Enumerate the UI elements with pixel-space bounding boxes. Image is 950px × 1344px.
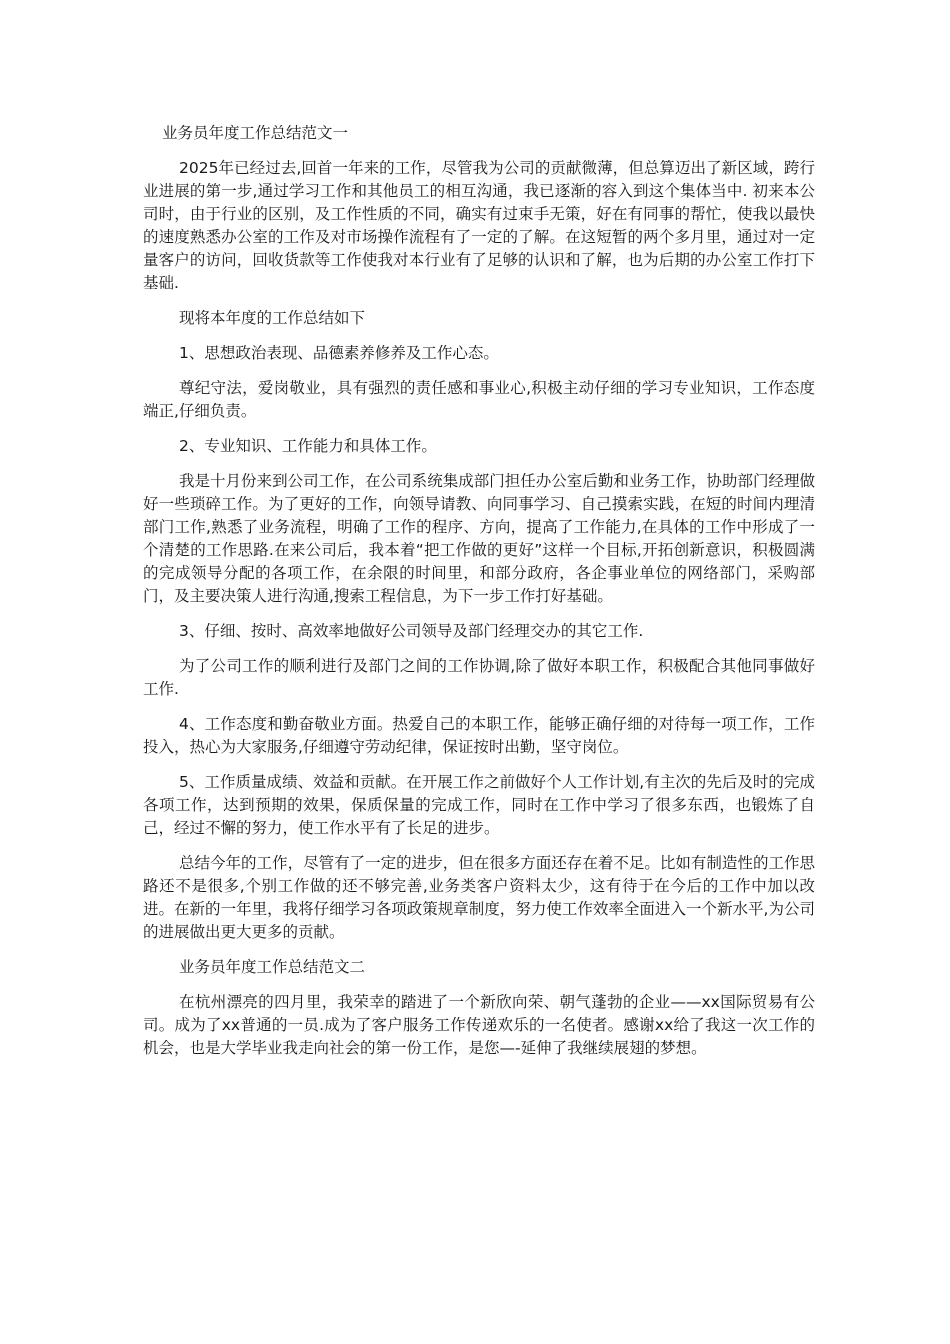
paragraph-item-2-body: 我是十月份来到公司工作，在公司系统集成部门担任办公室后勤和业务工作，协助部门经理做好一些琐碎工作。为了更好的工作，向领导请教、向同事学习、自己摸索实践，在短的时间内理清部门工作,熟悉了业务流程，明确了工作的程序、方向，提高了工作能力,在具体的工作中形成了一个清楚的工作思路.在来公司后，我本着“把工作做的更好”这样一个目标,开拓创新意识，积极圆满的完成领导分配的各项工作，在余限的时间里，和部分政府，各企事业单位的网络部门，采购部门，及主要决策人进行沟通,搜索工程信息，为下一步工作打好基础。 xyxy=(143,472,815,605)
section-title-2: 业务员年度工作总结范文二 xyxy=(179,958,366,976)
document-body xyxy=(143,122,815,1072)
paragraph-intro: 2025年已经过去,回首一年来的工作，尽管我为公司的贡献微薄，但总算迈出了新区域，跨行业进展的第一步,通过学习工作和其他员工的相互沟通，我已逐渐的容入到这个集体当中. 初来本公司时，由于行业的区别，及工作性质的不同，确实有过束手无策，好在有同事的帮忙，使我以最快的速度熟悉办公室的工作及对市场操作流程有了一定的了解。在这短暂的两个多月里，通过对一定量客户的访问，回收货款等工作使我对本行业有了足够的认识和了解，也为后期的办公室工作打下基础. xyxy=(143,159,815,292)
paragraph-item-1-body: 尊纪守法，爱岗敬业，具有强烈的责任感和事业心,积极主动仔细的学习专业知识，工作态度端正,仔细负责。 xyxy=(143,379,815,420)
paragraph-second-intro: 在杭州漂亮的四月里，我荣幸的踏进了一个新欣向荣、朝气蓬勃的企业——xx国际贸易有公司。成为了xx普通的一员.成为了客户服务工作传递欢乐的一名使者。感谢xx给了我这一次工作的机会，也是大学毕业我走向社会的第一份工作，是您—-延伸了我继续展翅的梦想。 xyxy=(143,993,815,1057)
paragraph-item-4: 4、工作态度和勤奋敬业方面。热爱自己的本职工作，能够正确仔细的对待每一项工作，工作投入，热心为大家服务,仔细遵守劳动纪律，保证按时出勤，坚守岗位。 xyxy=(143,715,815,756)
paragraph-item-2-heading: 2、专业知识、工作能力和具体工作。 xyxy=(179,437,437,455)
paragraph-conclusion: 总结今年的工作，尽管有了一定的进步，但在很多方面还存在着不足。比如有制造性的工作思路还不是很多,个别工作做的还不够完善,业务类客户资料太少，这有待于在今后的工作中加以改进。在新的一年里，我将仔细学习各项政策规章制度，努力使工作效率全面进入一个新水平,为公司的进展做出更大更多的贡献。 xyxy=(143,854,815,941)
paragraph-item-5: 5、工作质量成绩、效益和贡献。在开展工作之前做好个人工作计划,有主次的先后及时的完成各项工作，达到预期的效果，保质保量的完成工作，同时在工作中学习了很多东西，也锻炼了自己，经过不懈的努力，使工作水平有了长足的进步。 xyxy=(143,773,815,837)
section-title-1: 业务员年度工作总结范文一 xyxy=(162,124,349,142)
paragraph-summary-heading: 现将本年度的工作总结如下 xyxy=(179,309,366,327)
paragraph-item-3-heading: 3、仔细、按时、高效率地做好公司领导及部门经理交办的其它工作. xyxy=(179,622,644,640)
paragraph-item-3-body: 为了公司工作的顺利进行及部门之间的工作协调,除了做好本职工作，积极配合其他同事做好工作. xyxy=(143,657,815,698)
paragraph-item-1-heading: 1、思想政治表现、品德素养修养及工作心态。 xyxy=(179,344,499,362)
